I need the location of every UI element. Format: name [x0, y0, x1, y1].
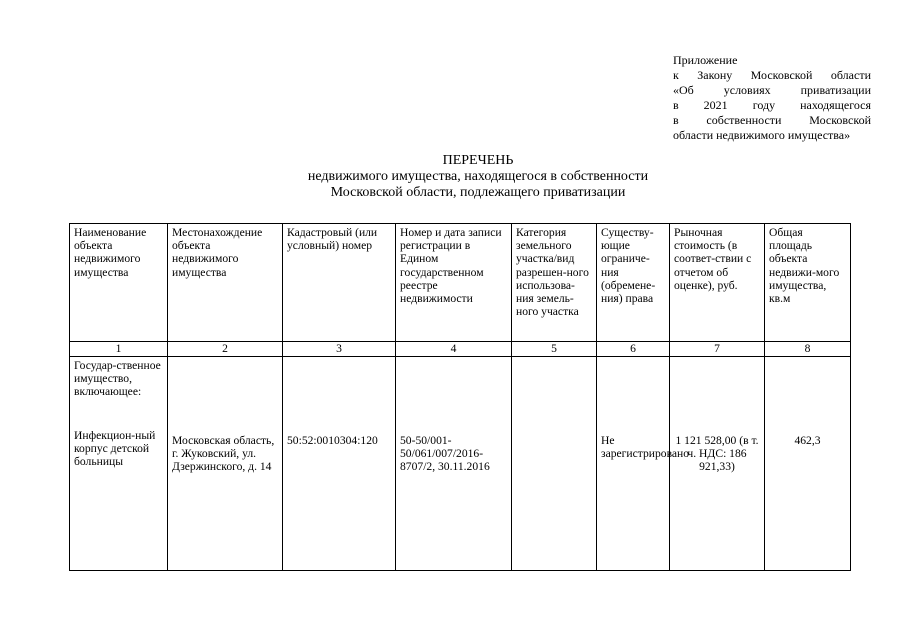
property-table — [69, 223, 851, 571]
column-header: Существу-ющие ограниче-ния (обремене-ния) права — [597, 224, 670, 342]
property-name-cell — [70, 357, 168, 571]
column-number: 4 — [396, 342, 512, 357]
column-header: Наименование объекта недвижимого имущества — [70, 224, 168, 342]
registration-record: 50-50/001-50/061/007/2016-8707/2, 30.11.2016 — [400, 434, 490, 474]
column-number: 5 — [512, 342, 597, 357]
column-header: Общая площадь объекта недвижи-мого имущества, кв.м — [765, 224, 851, 342]
document-subtitle-line: Московской области, подлежащего приватизации — [330, 185, 626, 200]
table-number-row — [70, 342, 851, 357]
property-location-cell — [168, 357, 283, 571]
appendix-line: в собственности Московской — [673, 113, 871, 127]
property-area: 462,3 — [794, 434, 821, 447]
column-number: 2 — [168, 342, 283, 357]
cadastral-number-cell — [283, 357, 396, 571]
column-number: 7 — [670, 342, 765, 357]
encumbrance-cell — [597, 357, 690, 571]
table-header-row — [70, 224, 851, 342]
column-header: Кадастровый (или условный) номер — [283, 224, 396, 342]
appendix-line: «Об условиях приватизации — [673, 83, 871, 97]
column-header: Рыночная стоимость (в соответ-ствии с отчетом об оценке), руб. — [670, 224, 765, 342]
appendix-line: в 2021 году находящегося — [673, 98, 871, 112]
column-header: Номер и дата записи регистрации в Едином государственном реестре недвижимости — [396, 224, 512, 342]
column-number: 3 — [283, 342, 396, 357]
market-value-cell — [670, 357, 765, 571]
column-header: Местонахождение объекта недвижимого имущества — [168, 224, 283, 342]
encumbrance: Не зарегистрировано — [601, 434, 690, 461]
document-title: ПЕРЕЧЕНЬ — [442, 153, 514, 168]
property-location: Московская область, г. Жуковский, ул. Дзержинского, д. 14 — [172, 434, 275, 474]
property-name: Инфекцион-ный корпус детской больницы — [74, 428, 156, 469]
registration-cell — [396, 357, 512, 571]
document-heading — [200, 153, 756, 201]
appendix-line: Приложение — [673, 53, 738, 67]
document-subtitle-line: недвижимого имущества, находящегося в собственности — [307, 169, 649, 184]
appendix-line: к Закону Московской области — [673, 68, 871, 82]
land-category-cell — [512, 357, 597, 571]
appendix-line: области недвижимого имущества» — [673, 128, 851, 142]
area-cell — [765, 357, 851, 571]
appendix-note — [673, 53, 871, 143]
column-number: 6 — [597, 342, 670, 357]
column-number: 1 — [70, 342, 168, 357]
cadastral-number: 50:52:0010304:120 — [287, 434, 378, 447]
market-value: 1 121 528,00 (в т. ч. НДС: 186 921,33) — [675, 434, 759, 474]
table-row — [70, 357, 851, 571]
column-number: 8 — [765, 342, 851, 357]
column-header: Категория земельного участка/вид разрешен-ного использова-ния земель-ного участка — [512, 224, 597, 342]
group-label: Государ-ственное имущество, включающее: — [74, 359, 161, 399]
